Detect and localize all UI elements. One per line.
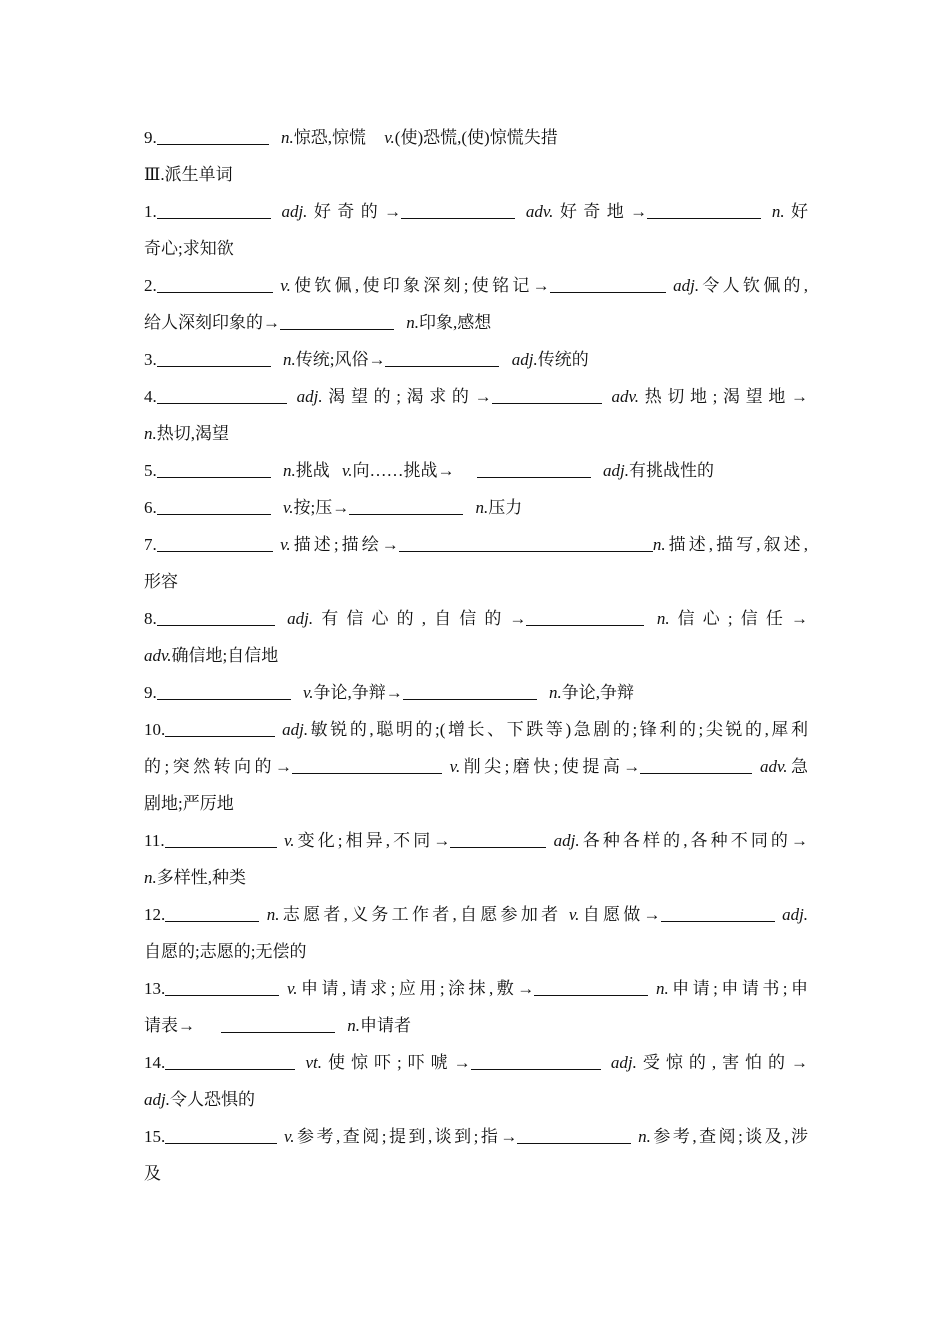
text-segment: 令人钦佩的,: [699, 276, 808, 295]
answer-blank[interactable]: [165, 903, 259, 922]
text-segment: 削尖;磨快;使提高→: [460, 757, 641, 776]
part-of-speech: adv.: [144, 646, 172, 665]
answer-blank[interactable]: [492, 385, 602, 404]
answer-blank[interactable]: [526, 607, 644, 626]
text-segment: 申请,请求;应用;涂抹,敷→: [297, 979, 535, 998]
text-segment: 好: [784, 202, 808, 221]
part-of-speech: v.: [283, 831, 295, 850]
part-of-speech: adv.: [611, 387, 640, 406]
definition: 惊恐,惊慌: [293, 128, 366, 147]
part-of-speech: adj.: [673, 276, 700, 295]
part-of-speech: v.: [303, 683, 314, 702]
answer-blank[interactable]: [349, 496, 463, 515]
text-segment: 11.: [144, 831, 165, 850]
answer-blank[interactable]: [647, 200, 761, 219]
answer-blank[interactable]: [280, 311, 394, 330]
answer-blank[interactable]: [401, 200, 515, 219]
answer-blank[interactable]: [157, 385, 287, 404]
derivation-item-14-cont: [144, 1081, 808, 1118]
vocab-item-9: [144, 119, 808, 156]
text-segment: 1.: [144, 202, 157, 221]
derivation-item-10: [144, 711, 808, 748]
text-segment: 多样性,种类: [156, 868, 246, 887]
text-segment: 给人深刻印象的→: [144, 313, 280, 332]
text-segment: 的;突然转向的→: [144, 757, 292, 776]
derivation-item-12: [144, 896, 808, 933]
item-number: 9.: [144, 128, 157, 147]
derivation-item-2-cont: [144, 304, 808, 341]
answer-blank[interactable]: [165, 977, 279, 996]
part-of-speech: v.: [449, 757, 461, 776]
text-segment: 申请;申请书;申: [668, 979, 808, 998]
text-segment: 申请者: [360, 1016, 411, 1035]
answer-blank[interactable]: [399, 533, 653, 552]
text-segment: 13.: [144, 979, 166, 998]
text-segment: 7.: [144, 535, 157, 554]
text-segment: 14.: [144, 1053, 166, 1072]
part-of-speech: adv.: [760, 757, 788, 776]
part-of-speech: v.: [284, 1127, 295, 1146]
text-segment: 5.: [144, 461, 157, 480]
definition-continued: 奇心;求知欲: [144, 239, 234, 258]
text-segment: 各种各样的,各种不同的→: [579, 831, 808, 850]
derivation-item-2: [144, 267, 808, 304]
answer-blank[interactable]: [157, 607, 275, 626]
text-segment: 12.: [144, 905, 166, 924]
part-of-speech: n.: [655, 979, 669, 998]
part-of-speech: n.: [283, 350, 296, 369]
part-of-speech: v.: [342, 461, 353, 480]
part-of-speech: n.: [638, 1127, 651, 1146]
answer-blank[interactable]: [385, 348, 499, 367]
derivation-item-9: [144, 674, 808, 711]
part-of-speech: v.: [283, 498, 294, 517]
part-of-speech: n.: [406, 313, 419, 332]
part-of-speech: n.: [266, 905, 280, 924]
part-of-speech: adj.: [282, 720, 309, 739]
answer-blank[interactable]: [157, 348, 271, 367]
part-of-speech: n.: [656, 609, 670, 628]
text-segment: 印象,感想: [419, 313, 492, 332]
answer-blank[interactable]: [403, 681, 537, 700]
answer-blank[interactable]: [165, 1125, 277, 1144]
part-of-speech: adj.: [287, 609, 314, 628]
text-segment: 好奇地→: [553, 202, 648, 221]
derivation-item-13: [144, 970, 808, 1007]
part-of-speech: adj.: [281, 202, 308, 221]
text-segment: 有信心的,自信的→: [313, 609, 527, 628]
part-of-speech: n.: [549, 683, 562, 702]
answer-blank[interactable]: [157, 274, 273, 293]
part-of-speech: adv.: [525, 202, 554, 221]
derivation-item-4-cont: [144, 415, 808, 452]
part-of-speech: v.: [280, 276, 291, 295]
answer-blank[interactable]: [157, 459, 271, 478]
definition-continued: 及: [144, 1164, 161, 1183]
text-segment: 自愿做→: [579, 905, 661, 924]
text-segment: 3.: [144, 350, 157, 369]
text-segment: 描述,描写,叙述,: [665, 535, 808, 554]
text-segment: 传统的: [537, 350, 589, 369]
part-of-speech: adj.: [296, 387, 323, 406]
answer-blank[interactable]: [534, 977, 648, 996]
derivation-item-1: [144, 193, 808, 230]
answer-blank[interactable]: [157, 496, 271, 515]
derivation-item-13-cont: [144, 1007, 808, 1044]
answer-blank[interactable]: [450, 829, 546, 848]
answer-blank[interactable]: [471, 1051, 601, 1070]
answer-blank[interactable]: [221, 1014, 335, 1033]
text-segment: 描述;描绘→: [290, 535, 399, 554]
definition-continued: 自愿的;志愿的;无偿的: [144, 942, 307, 961]
text-segment: 15.: [144, 1127, 166, 1146]
text-segment: 有挑战性的: [629, 461, 715, 480]
worksheet: [144, 119, 808, 1192]
derivation-item-8-cont: [144, 637, 808, 674]
text-segment: 渴望的;渴求的→: [322, 387, 492, 406]
answer-blank[interactable]: [292, 755, 442, 774]
part-of-speech: adj.: [610, 1053, 637, 1072]
text-segment: 4.: [144, 387, 157, 406]
derivation-item-8: [144, 600, 808, 637]
part-of-speech: v.: [384, 128, 395, 147]
text-segment: 令人恐惧的: [169, 1090, 255, 1109]
text-segment: 压力: [488, 498, 523, 517]
derivation-item-11-cont: [144, 859, 808, 896]
part-of-speech: v.: [568, 905, 580, 924]
text-segment: 参考,查阅;提到,谈到;指→: [294, 1127, 518, 1146]
part-of-speech: v.: [280, 535, 291, 554]
part-of-speech: adj.: [553, 831, 580, 850]
answer-blank[interactable]: [165, 1051, 295, 1070]
answer-blank[interactable]: [165, 829, 277, 848]
text-segment: 变化;相异,不同→: [294, 831, 451, 850]
part-of-speech: n.: [144, 424, 157, 443]
answer-blank[interactable]: [157, 126, 269, 145]
text-segment: 使惊吓;吓唬→: [322, 1053, 471, 1072]
part-of-speech: adj.: [603, 461, 630, 480]
text-segment: 向……挑战→: [352, 461, 455, 480]
answer-blank[interactable]: [157, 533, 273, 552]
part-of-speech: n.: [771, 202, 785, 221]
text-segment: 挑战: [295, 461, 330, 480]
text-segment: 9.: [144, 683, 157, 702]
text-segment: 敏锐的,聪明的;(增长、下跌等)急剧的;锋利的;尖锐的,犀利: [308, 720, 808, 739]
text-segment: 请表→: [144, 1016, 195, 1035]
text-segment: 急: [787, 757, 808, 776]
text-segment: 好奇的→: [307, 202, 402, 221]
definition-continued: 形容: [144, 572, 178, 591]
answer-blank[interactable]: [640, 755, 752, 774]
part-of-speech: adj.: [511, 350, 538, 369]
derivation-item-7: [144, 526, 808, 563]
text-segment: 按;压→: [293, 498, 350, 517]
text-segment: 志愿者,义务工作者,自愿参加者: [279, 905, 562, 924]
text-segment: 争论,争辩: [561, 683, 635, 702]
text-segment: 确信地;自信地: [171, 646, 279, 665]
part-of-speech: vt.: [305, 1053, 323, 1072]
text-segment: 热切地;渴望地→: [639, 387, 808, 406]
derivation-item-14: [144, 1044, 808, 1081]
answer-blank[interactable]: [550, 274, 666, 293]
part-of-speech: n.: [281, 128, 294, 147]
derivation-item-10-cont: [144, 748, 808, 785]
section-title: Ⅲ.派生单词: [144, 165, 233, 184]
answer-blank[interactable]: [661, 903, 775, 922]
answer-blank[interactable]: [157, 681, 291, 700]
text-segment: 10.: [144, 720, 166, 739]
text-segment: 信心;信任→: [669, 609, 808, 628]
derivation-item-5: [144, 452, 808, 489]
text-segment: 6.: [144, 498, 157, 517]
text-segment: 使钦佩,使印象深刻;使铭记→: [290, 276, 550, 295]
answer-blank[interactable]: [477, 459, 591, 478]
part-of-speech: v.: [286, 979, 298, 998]
derivation-item-3: [144, 341, 808, 378]
part-of-speech: n.: [652, 535, 666, 554]
part-of-speech: n.: [347, 1016, 360, 1035]
definition-continued: 剧地;严厉地: [144, 794, 234, 813]
part-of-speech: n.: [283, 461, 296, 480]
part-of-speech: adj.: [144, 1090, 170, 1109]
part-of-speech: n.: [475, 498, 489, 517]
text-segment: 传统;风俗→: [295, 350, 386, 369]
derivation-item-11: [144, 822, 808, 859]
answer-blank[interactable]: [157, 200, 271, 219]
part-of-speech: n.: [144, 868, 157, 887]
derivation-item-6: [144, 489, 808, 526]
text-segment: 受惊的,害怕的→: [636, 1053, 808, 1072]
answer-blank[interactable]: [165, 718, 275, 737]
text-segment: 热切,渴望: [156, 424, 229, 443]
derivation-item-4: [144, 378, 808, 415]
derivation-item-15: [144, 1118, 808, 1155]
text-segment: 争论,争辩→: [313, 683, 403, 702]
definition: (使)恐慌,(使)惊慌失措: [394, 128, 558, 147]
text-segment: 参考,查阅;谈及,涉: [650, 1127, 808, 1146]
text-segment: 8.: [144, 609, 157, 628]
text-segment: 2.: [144, 276, 157, 295]
part-of-speech: adj.: [782, 905, 808, 924]
answer-blank[interactable]: [517, 1125, 631, 1144]
